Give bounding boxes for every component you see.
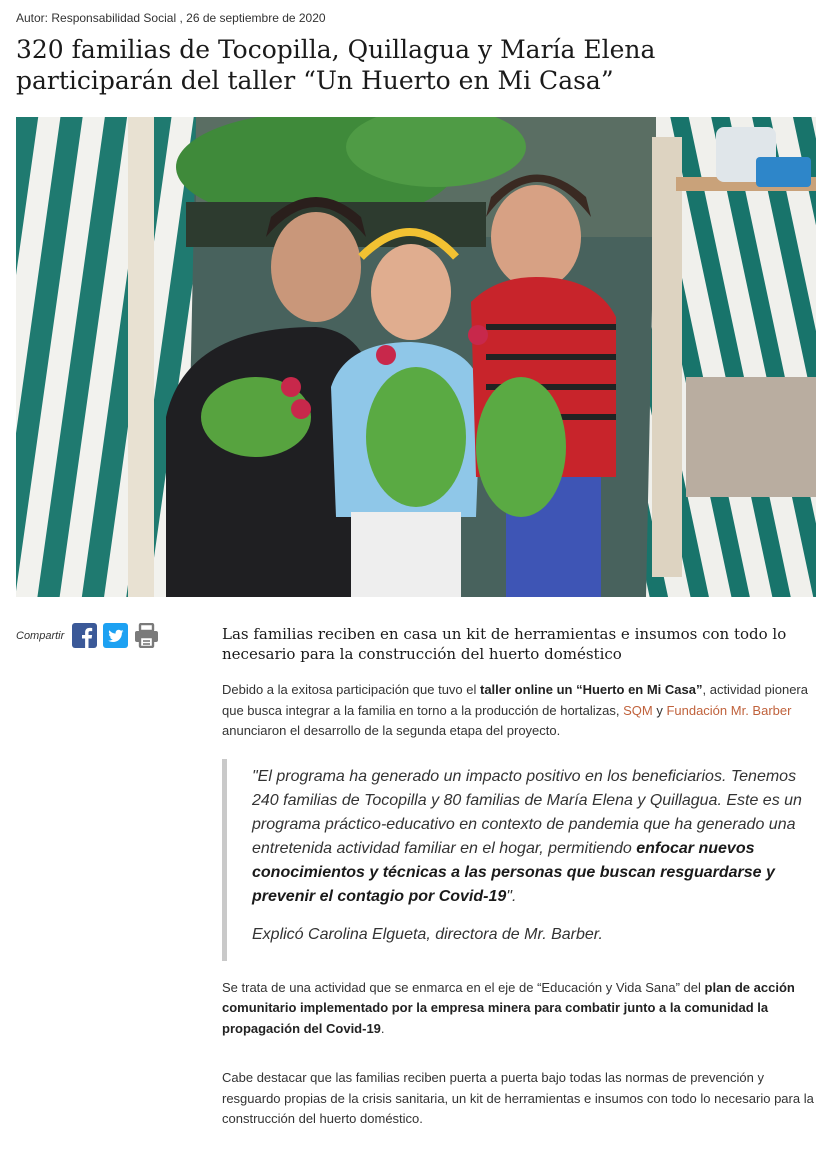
paragraph-kit: Cabe destacar que las familias reciben puerta a puerta bajo todas las normas de prevención y resguardo propias de la crisis sanitaria, un kit de herramientas e insumos con todo lo necesario para la construcción del huerto doméstico. xyxy=(222,1070,814,1126)
quote-text-1: "El programa ha generado un impacto positivo en los beneficiarios. Tenemos 240 familias de Tocopilla y 80 familias de María Elena y Quillagua. Este es un programa práctico-educativo en contexto de pandemia que ha generado una entretenida actividad familiar en el hogar, permitiendo xyxy=(252,767,802,857)
author-label: Autor: xyxy=(16,11,49,25)
print-button[interactable] xyxy=(134,623,159,648)
intro-bold: taller online un “Huerto en Mi Casa” xyxy=(480,682,703,697)
intro-text-4: anunciaron el desarrollo de la segunda etapa del proyecto. xyxy=(222,723,561,738)
hero-photo-illustration xyxy=(16,117,816,597)
print-icon xyxy=(134,623,159,648)
quote-attribution: Explicó Carolina Elgueta, directora de Mr. Barber. xyxy=(252,925,603,943)
blockquote xyxy=(222,759,816,961)
quote-text-2: ". xyxy=(506,887,517,905)
share-label: Compartir xyxy=(16,629,65,642)
article-meta xyxy=(16,11,326,25)
article-title: 320 familias de Tocopilla, Quillagua y María Elena participarán del taller “Un Huerto en Mi Casa” xyxy=(16,35,656,95)
facebook-share-button[interactable] xyxy=(72,623,97,648)
article-body xyxy=(222,624,816,1130)
twitter-icon xyxy=(103,623,128,648)
intro-text-3: y xyxy=(652,702,667,718)
plan-bold: plan de acción comunitario implementado por la empresa minera para combatir junto a la comunidad la propagación del Covid-19 xyxy=(222,979,795,1036)
paragraph-intro xyxy=(222,680,816,742)
paragraph-plan xyxy=(222,978,816,1040)
article-lead: Las familias reciben en casa un kit de herramientas e insumos con todo lo necesario para la construcción del huerto doméstico xyxy=(222,625,787,663)
intro-text-2: , actividad pionera que busca integrar a la familia en torno a la producción de hortalizas, xyxy=(222,682,808,718)
hero-photo xyxy=(16,117,816,597)
author-name: Responsabilidad Social xyxy=(51,11,177,25)
twitter-share-button[interactable] xyxy=(103,623,128,648)
share-bar xyxy=(16,623,159,648)
quote-text xyxy=(252,765,816,909)
meta-separator: , xyxy=(179,11,183,25)
publish-date: 26 de septiembre de 2020 xyxy=(186,11,326,25)
facebook-icon xyxy=(72,623,97,648)
plan-text-1: Se trata de una actividad que se enmarca en el eje de “Educación y Vida Sana” del xyxy=(222,979,705,995)
link-fundacion-mr-barber[interactable]: Fundación Mr. Barber xyxy=(666,702,792,718)
intro-text-1: Debido a la exitosa participación que tuvo el xyxy=(222,682,480,697)
link-sqm[interactable]: SQM xyxy=(623,702,653,718)
quote-bold: enfocar nuevos conocimientos y técnicas a las personas que buscan resguardarse y prevenir el contagio por Covid-19 xyxy=(252,839,775,905)
plan-text-2: . xyxy=(380,1020,385,1036)
